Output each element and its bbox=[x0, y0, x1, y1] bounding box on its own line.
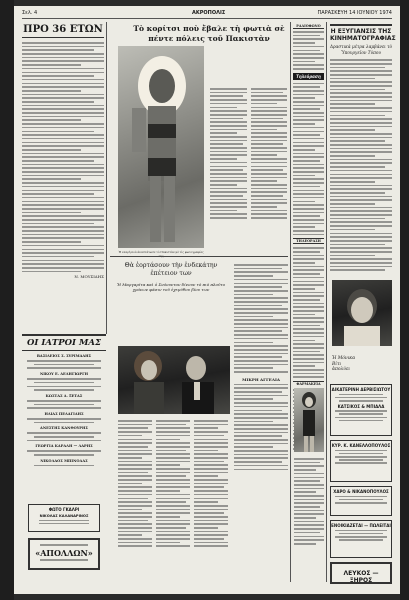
cinema-headline: Η ΕΞΥΓΙΑΝΣΙΣ ΤΗΣ ΚΙΝΗΜΑΤΟΓΡΑΦΙΑΣ bbox=[330, 24, 392, 42]
right-column bbox=[330, 24, 396, 273]
radio-heading: ΡΑΔΙΟΦΩΝΟ bbox=[293, 24, 324, 29]
anniversary-body-2 bbox=[156, 418, 190, 549]
horizontal-rule bbox=[110, 256, 288, 257]
newspaper-page bbox=[14, 6, 400, 594]
couple-photo bbox=[118, 346, 230, 414]
ad-title: ΧΑΡΟ & ΝΙΚΑΝΟΠΟΥΛΟΣ bbox=[333, 489, 389, 494]
small-figure bbox=[294, 388, 324, 452]
model-photo bbox=[118, 46, 204, 248]
tv-heading: ΤΗΛΕΟΡΑΣΗ bbox=[293, 238, 324, 244]
ad-title: ΦΩΤΟ ΓΚΑΛΡΙ bbox=[48, 507, 80, 512]
ad-title: ΑΙΚΑΤΕΡΙΝΗ ΔΕΡΒΙΣΙΩΤΟΥ bbox=[331, 387, 391, 392]
doctor-entry: ΓΕΩΡΓΙΑ ΚΑΡΑΛΗ — ΛΑΡΗΣ bbox=[35, 444, 93, 449]
page-header bbox=[22, 9, 392, 19]
actor-photo bbox=[332, 280, 392, 346]
small-photo bbox=[294, 388, 324, 452]
ad-title: ΛΕΥΚΟΣ — ΞΗΡΟΣ bbox=[343, 570, 379, 584]
small-notes-bottom bbox=[294, 456, 324, 547]
anniversary-article bbox=[112, 262, 230, 293]
ad-title: ΚΥΡ. Κ. ΚΑΝΕΛΛΟΠΟΥΛΟΣ bbox=[331, 443, 391, 448]
anniversary-headline: Θὰ ἑορτάσουν τὴν ἑνδεκάτην ἐπέτειον των bbox=[124, 262, 218, 277]
actor-caption bbox=[332, 356, 360, 373]
main-article bbox=[112, 24, 286, 43]
small-notes-column bbox=[234, 262, 288, 472]
doctor-entry: ΑΝΕΣΤΗΣ ΚΑΝΘΟΥΡΗΣ bbox=[40, 426, 88, 431]
main-article-body-1 bbox=[210, 86, 247, 221]
doctor-entry: ΚΩΣΤΑΣ Δ. ΞΕΤΑΣ bbox=[45, 393, 83, 398]
doctor-entry: ΒΑΣΙΛΕΙΟΣ Σ. ΣΥΡΙΜΑΔΗΣ bbox=[36, 354, 92, 358]
doctor-entry: ΝΙΚΟΥ Ε. ΔΕΛΗΓΙΩΡΓΗ bbox=[39, 372, 89, 377]
cinema-body bbox=[330, 59, 392, 271]
ad-title: ΚΑΤΣΙΚΟΣ & ΜΠΙΑΛΑ bbox=[337, 403, 385, 409]
doctor-entry: ΗΛΙΑΣ ΠΕΛΑΓΙΔΗΣ bbox=[44, 411, 84, 416]
anniversary-body-1 bbox=[118, 418, 152, 549]
main-headline: Τὸ κορίτσι ποὺ ἔβαλε τὴ φωτιὰ σὲ πέντε πόλεις τοῦ Πακιστὰν bbox=[133, 24, 285, 43]
model-figure bbox=[118, 46, 204, 248]
article-author: Ν. ΜΟΥΣΙΔΗΣ bbox=[74, 274, 104, 280]
doctor-entry: ΝΙΚΟΛΑΟΣ ΜΠΙΝΟΔΑΣ bbox=[40, 458, 88, 463]
anniversary-lede: Ἡ Μαργαρίτα καὶ ὁ Σνόουντον δίνουν τὸ πιὸ πλοῦτο χρόνων φάσιν τοῦ ἐχεμύθου βίου των bbox=[116, 282, 226, 293]
section-title: ΟΙ ΙΑΤΡΟΙ ΜΑΣ bbox=[22, 334, 106, 351]
classified-ad-1 bbox=[330, 384, 392, 436]
ad-name: ΝΙΚΟΛΑΣ ΚΑΛΑΝΔΡΙΝΟΣ bbox=[39, 514, 89, 518]
column-rule bbox=[290, 22, 291, 582]
page-number: Σελ. 4 bbox=[22, 10, 38, 16]
classified-ad-5 bbox=[330, 562, 392, 584]
column-rule bbox=[326, 22, 327, 582]
actor-caption-line2: ἀπολύει bbox=[332, 367, 351, 373]
main-article-body-2 bbox=[251, 86, 287, 221]
article-headline: ΠΡΟ 36 ΕΤΩΝ bbox=[22, 24, 104, 38]
article-body bbox=[22, 42, 104, 272]
masthead: ΑΚΡΟΠΟΛΙΣ bbox=[192, 10, 226, 16]
couple-figures bbox=[118, 346, 230, 414]
photo-caption: Ἡ νεαρὴ ποὺ ἀναστάτωσε τὸ Πακιστὰν μὲ τὶς φωτογραφίες bbox=[118, 250, 204, 254]
classified-ad-3 bbox=[330, 486, 392, 516]
right-binding-edge bbox=[400, 0, 409, 600]
tv-banner: Τηλεόραση bbox=[293, 73, 324, 80]
photo-studio-ad bbox=[28, 504, 100, 532]
classified-ad-4 bbox=[330, 520, 392, 558]
classified-ad-2 bbox=[330, 440, 392, 482]
left-column bbox=[22, 24, 104, 279]
issue-date: ΠΑΡΑΣΚΕΥΗ 14 ΙΟΥΝΙΟΥ 1974 bbox=[317, 10, 392, 16]
actor-figure bbox=[332, 280, 392, 346]
cinema-name: «ΑΠΟΛΛΩΝ» bbox=[35, 547, 93, 558]
column-rule bbox=[106, 22, 107, 334]
left-binding-edge bbox=[0, 0, 14, 600]
small-heading: ΜΙΚΡΗ ΑΓΓΕΛΙΑ bbox=[242, 376, 280, 382]
actor-caption-line1: Ἡ Μόνικα Βίτι bbox=[332, 356, 356, 367]
anniversary-body-3 bbox=[194, 418, 228, 549]
ad-title: ΕΝΟΙΚΙΑΖΕΤΑΙ — ΠΩΛΕΙΤΑΙ bbox=[331, 523, 391, 528]
pharmacy-heading: ΦΑΡΜΑΚΕΙΑ bbox=[293, 381, 324, 386]
cinema-ad bbox=[28, 538, 100, 570]
cinema-subhead: Δραστικὰ μέτρα λαμβάνει τὸ Ὑπουργεῖον Τύπου bbox=[330, 44, 392, 55]
doctors-directory bbox=[22, 334, 106, 468]
